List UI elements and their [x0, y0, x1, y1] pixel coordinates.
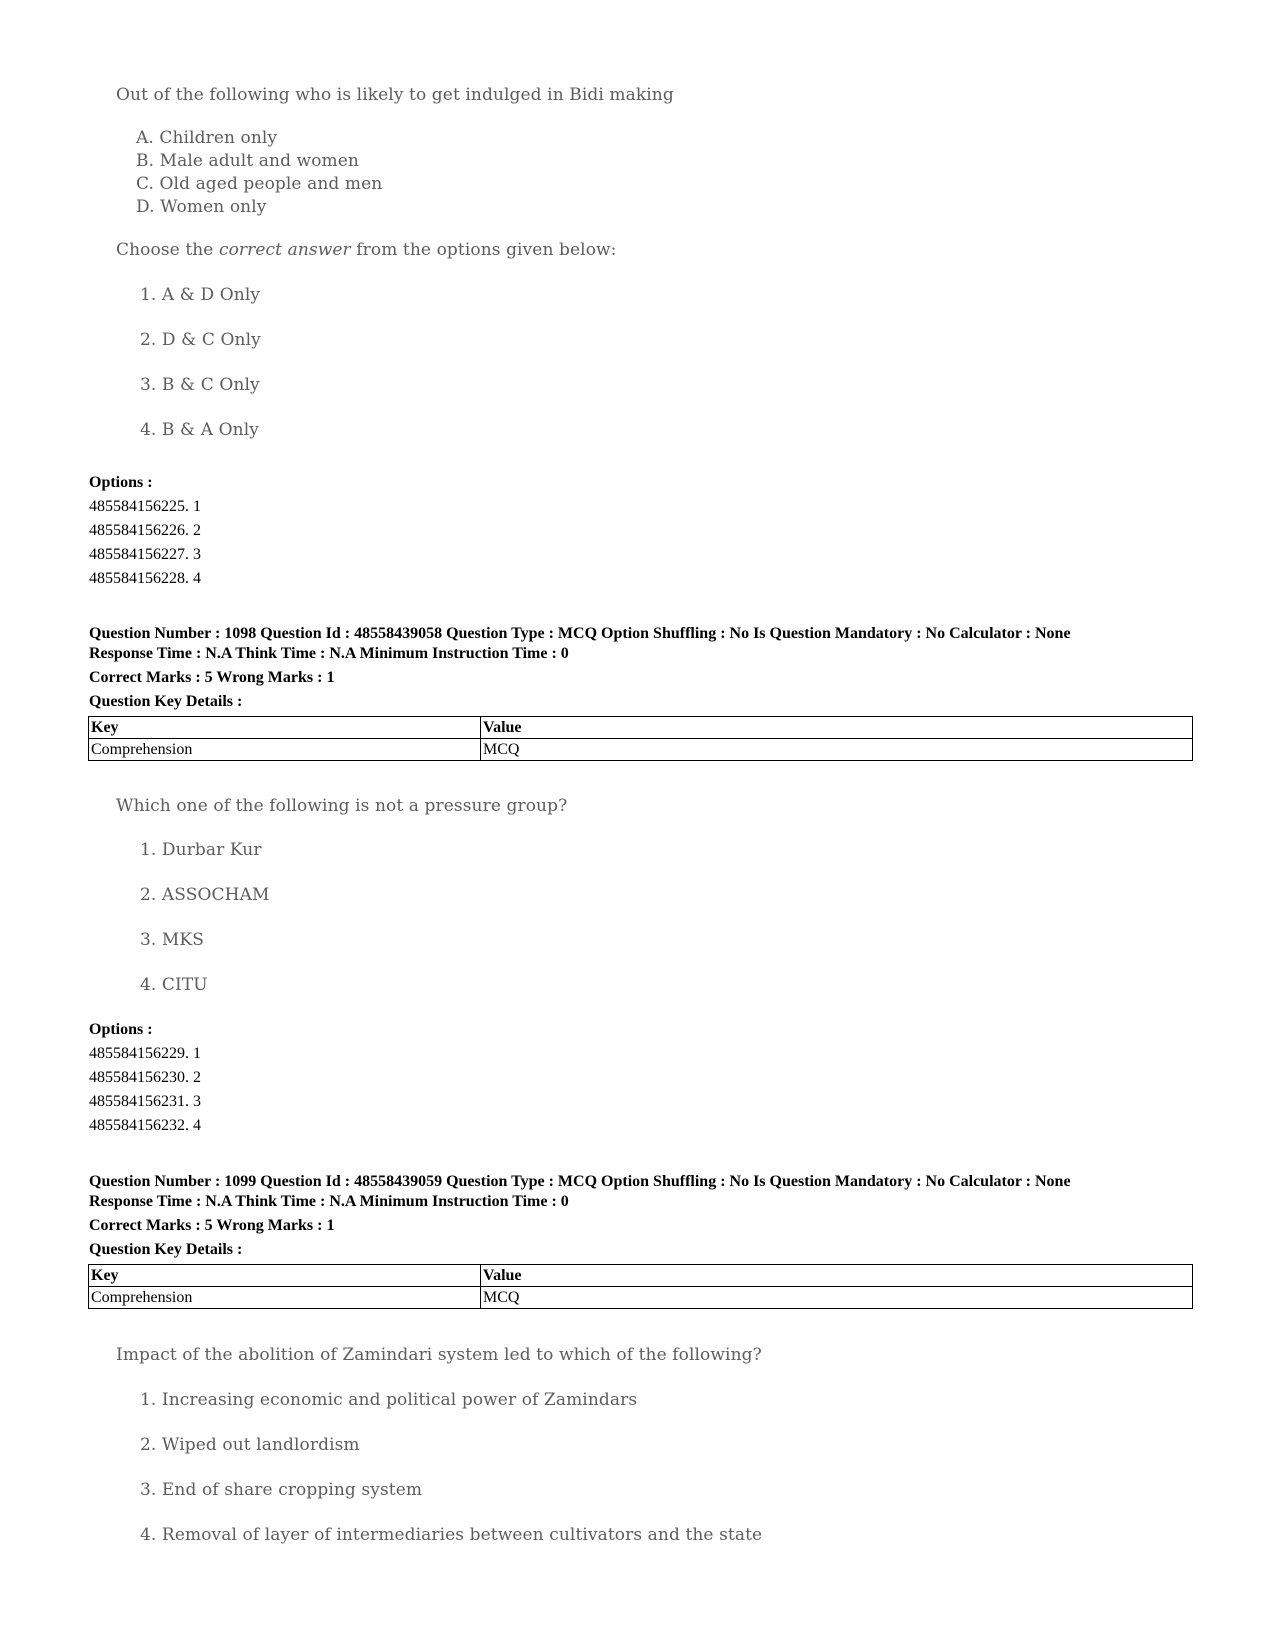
- option-row: 485584156226. 2: [89, 522, 201, 539]
- option-row: 485584156225. 1: [89, 498, 201, 515]
- choice: 1. Durbar Kur: [140, 840, 262, 860]
- table-cell-value: MCQ: [481, 739, 1193, 761]
- table-header-key: Key: [89, 717, 481, 739]
- choice: 1. Increasing economic and political power of Zamindars: [140, 1390, 638, 1410]
- question-meta-line1: Question Number : 1099 Question Id : 48558439059 Question Type : MCQ Option Shuffling : No Is Question Mandatory : No Calculator : None: [89, 1173, 1071, 1190]
- table-cell-key: Comprehension: [89, 739, 481, 761]
- options-label: Options :: [89, 474, 153, 491]
- question-meta-line1: Question Number : 1098 Question Id : 48558439058 Question Type : MCQ Option Shuffling : No Is Question Mandatory : No Calculator : None: [89, 625, 1071, 642]
- question-text: Which one of the following is not a pressure group?: [116, 796, 568, 816]
- key-details-label: Question Key Details :: [89, 1241, 243, 1258]
- marks-line: Correct Marks : 5 Wrong Marks : 1: [89, 1217, 335, 1234]
- statement: C. Old aged people and men: [136, 174, 383, 194]
- choice: 4. Removal of layer of intermediaries between cultivators and the state: [140, 1525, 763, 1545]
- choice: 4. CITU: [140, 975, 208, 995]
- key-details-label: Question Key Details :: [89, 693, 243, 710]
- question-text: Out of the following who is likely to get indulged in Bidi making: [116, 85, 674, 105]
- instruction-text: Choose the correct answer from the options given below:: [116, 240, 617, 260]
- choice: 2. Wiped out landlordism: [140, 1435, 360, 1455]
- choice: 2. ASSOCHAM: [140, 885, 270, 905]
- choice: 4. B & A Only: [140, 420, 259, 440]
- statement: A. Children only: [136, 128, 278, 148]
- option-row: 485584156230. 2: [89, 1069, 201, 1086]
- choice: 3. MKS: [140, 930, 204, 950]
- table-header-value: Value: [481, 717, 1193, 739]
- option-row: 485584156229. 1: [89, 1045, 201, 1062]
- choice: 3. End of share cropping system: [140, 1480, 423, 1500]
- option-row: 485584156231. 3: [89, 1093, 201, 1110]
- table-header-value: Value: [481, 1265, 1193, 1287]
- choice: 3. B & C Only: [140, 375, 260, 395]
- table-cell-key: Comprehension: [89, 1287, 481, 1309]
- option-row: 485584156232. 4: [89, 1117, 201, 1134]
- question-meta-line2: Response Time : N.A Think Time : N.A Minimum Instruction Time : 0: [89, 645, 569, 662]
- statement: B. Male adult and women: [136, 151, 359, 171]
- statement: D. Women only: [136, 197, 267, 217]
- option-row: 485584156228. 4: [89, 570, 201, 587]
- marks-line: Correct Marks : 5 Wrong Marks : 1: [89, 669, 335, 686]
- question-text: Impact of the abolition of Zamindari system led to which of the following?: [116, 1345, 762, 1365]
- table-header-key: Key: [89, 1265, 481, 1287]
- question-meta-line2: Response Time : N.A Think Time : N.A Minimum Instruction Time : 0: [89, 1193, 569, 1210]
- choice: 1. A & D Only: [140, 285, 261, 305]
- choice: 2. D & C Only: [140, 330, 261, 350]
- options-label: Options :: [89, 1021, 153, 1038]
- option-row: 485584156227. 3: [89, 546, 201, 563]
- table-cell-value: MCQ: [481, 1287, 1193, 1309]
